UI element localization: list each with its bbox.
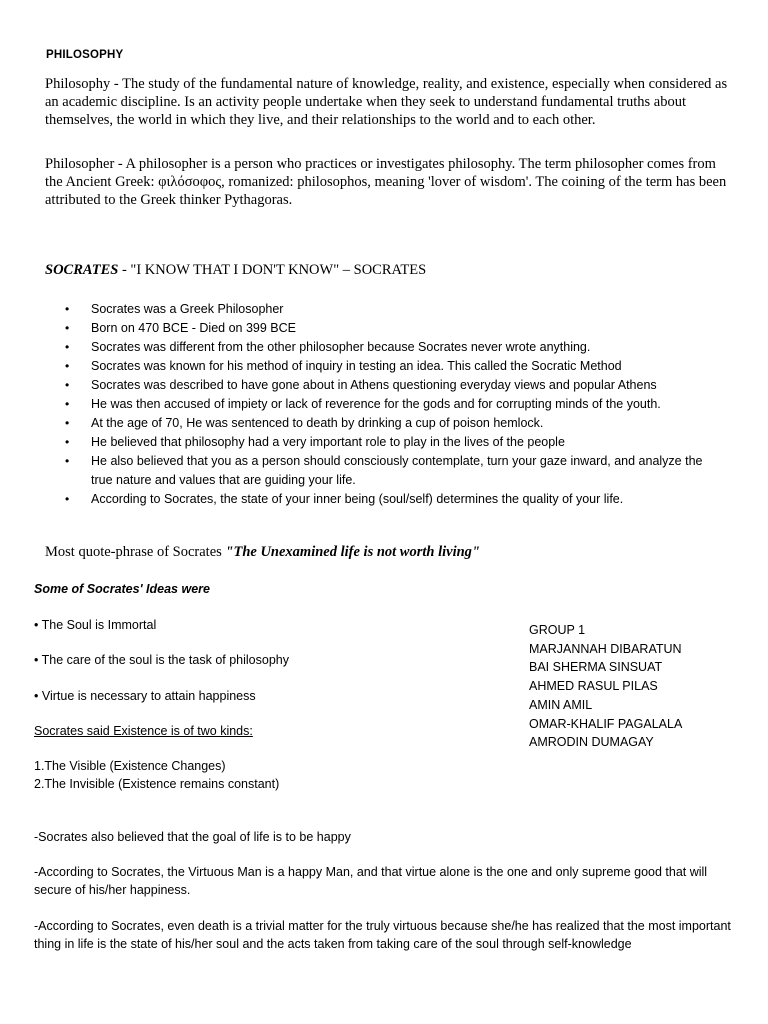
belief-paragraph: -According to Socrates, even death is a trivial matter for the truly virtuous because she/he has realized that the most important thing in life is the state of his/her soul and the acts taken from taking care of the soul through self-knowledge	[34, 919, 731, 951]
list-item	[45, 319, 725, 338]
group-members	[529, 621, 682, 752]
list-item-text: Socrates was described to have gone about in Athens questioning everyday views and popular Athens	[91, 378, 657, 392]
socrates-name: SOCRATES	[45, 262, 119, 278]
existence-kind: 1.The Visible (Existence Changes)	[34, 759, 226, 773]
bullet-icon: •	[65, 397, 70, 411]
bullet-icon: •	[65, 454, 70, 468]
quote-text: "The Unexamined life is not worth living"	[225, 544, 480, 560]
existence-title: Socrates said Existence is of two kinds:	[34, 724, 253, 738]
list-item-text: According to Socrates, the state of your inner being (soul/self) determines the quality of your life.	[91, 492, 624, 506]
philosophy-definition: Philosophy - The study of the fundamental nature of knowledge, reality, and existence, especially when considered as an academic discipline. Is an activity people undertake when they seek to understand fundamental truths about themselves, the world in which they live, and their relationships to the world and to each other.	[45, 76, 728, 128]
group-member: AMRODIN DUMAGAY	[529, 735, 654, 750]
idea-item: • The Soul is Immortal	[34, 618, 157, 632]
bullet-icon: •	[65, 378, 70, 392]
group-member: MARJANNAH DIBARATUN	[529, 641, 682, 656]
idea-item: • Virtue is necessary to attain happiness	[34, 689, 256, 703]
bullet-icon: •	[65, 492, 70, 506]
belief-paragraph: -Socrates also believed that the goal of life is to be happy	[34, 830, 351, 844]
socrates-title	[45, 262, 426, 279]
group-member: BAI SHERMA SINSUAT	[529, 660, 663, 675]
list-item	[45, 357, 725, 376]
list-item-text: Socrates was a Greek Philosopher	[91, 302, 284, 316]
list-item-text: Socrates was known for his method of inquiry in testing an idea. This called the Socratic Method	[91, 359, 622, 373]
existence-kinds	[34, 757, 279, 793]
list-item-text: He also believed that you as a person should consciously contemplate, turn your gaze inward, and analyze the true nature and values that are guiding your life.	[91, 454, 703, 487]
socrates-facts-list	[45, 300, 725, 509]
list-item-text: At the age of 70, He was sentenced to death by drinking a cup of poison hemlock.	[91, 416, 544, 430]
list-item	[45, 414, 725, 433]
group-member: AMIN AMIL	[529, 697, 593, 712]
list-item	[45, 433, 725, 452]
list-item-text: Socrates was different from the other philosopher because Socrates never wrote anything.	[91, 340, 591, 354]
list-item	[45, 376, 725, 395]
group-title: GROUP 1	[529, 623, 586, 637]
list-item-text: He believed that philosophy had a very important role to play in the lives of the people	[91, 435, 565, 449]
philosopher-definition: Philosopher - A philosopher is a person who practices or investigates philosophy. The term philosopher comes from the Ancient Greek: φιλόσοφος, romanized: philosophos, meaning 'lover of wisdom'. The coining of the term has been attributed to the Greek thinker Pythagoras.	[45, 156, 727, 208]
list-item	[45, 338, 725, 357]
quote-prefix: Most quote-phrase of Socrates	[45, 544, 226, 560]
bullet-icon: •	[65, 416, 70, 430]
list-item-text: He was then accused of impiety or lack of reverence for the gods and for corrupting minds of the youth.	[91, 397, 661, 411]
bullet-icon: •	[65, 321, 70, 335]
list-item	[45, 395, 725, 414]
ideas-title: Some of Socrates' Ideas were	[34, 582, 210, 596]
bullet-icon: •	[65, 302, 70, 316]
list-item	[45, 300, 725, 319]
bullet-icon: •	[65, 435, 70, 449]
list-item-text: Born on 470 BCE - Died on 399 BCE	[91, 321, 296, 335]
idea-item: • The care of the soul is the task of philosophy	[34, 653, 289, 667]
bullet-icon: •	[65, 359, 70, 373]
page-heading: PHILOSOPHY	[46, 49, 124, 61]
socrates-quote	[45, 544, 480, 561]
group-member: OMAR-KHALIF PAGALALA	[529, 716, 683, 731]
existence-kind: 2.The Invisible (Existence remains constant)	[34, 777, 280, 791]
list-item	[45, 452, 725, 490]
belief-paragraph: -According to Socrates, the Virtuous Man is a happy Man, and that virtue alone is the one and only supreme good that will secure of his/her happiness.	[34, 865, 708, 897]
socrates-title-quote: - "I KNOW THAT I DON'T KNOW" – SOCRATES	[118, 262, 427, 278]
list-item	[45, 490, 725, 509]
group-member: AHMED RASUL PILAS	[529, 679, 658, 694]
bullet-icon: •	[65, 340, 70, 354]
